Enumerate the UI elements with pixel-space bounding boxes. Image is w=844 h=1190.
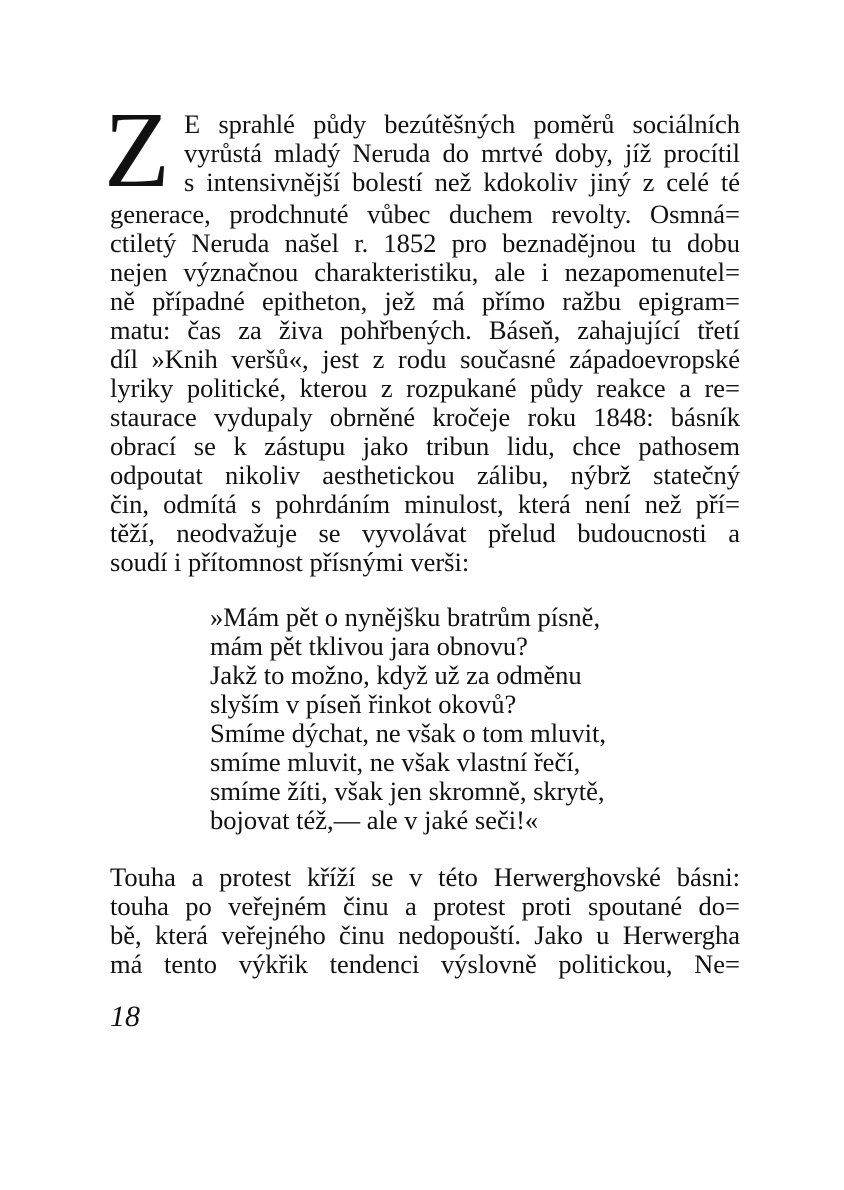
paragraph-1-line: čin, odmítá s pohrdáním minulost, která není než pří= xyxy=(110,489,740,519)
verse-line: Jakž to možno, když už za odměnu xyxy=(210,660,582,690)
drop-cap-initial xyxy=(104,104,180,194)
paragraph-1-line: generace, prodchnuté vůbec duchem revolty. Osmná= xyxy=(110,199,740,229)
verse-line: mám pět tklivou jara obnovu? xyxy=(210,631,528,661)
paragraph-1-line: obrací se k zástupu jako tribun lidu, chce pathosem xyxy=(110,431,740,461)
drop-cap-z-glyph xyxy=(104,104,180,194)
paragraph-1-line: ctiletý Neruda našel r. 1852 pro beznadějnou tu dobu xyxy=(110,228,740,258)
verse-line: bojovat též,— ale v jaké seči!« xyxy=(210,805,539,835)
paragraph-1-line: matu: čas za živa pohřbených. Báseň, zahajující třetí xyxy=(110,315,740,345)
paragraph-1-line: vyrůstá mladý Neruda do mrtvé doby, jíž procítil xyxy=(184,138,740,168)
paragraph-1-line: s intensivnější bolestí než kdokoliv jiný z celé té xyxy=(184,167,740,197)
paragraph-2-line: Touha a protest kříží se v této Herwerghovské básni: xyxy=(110,862,740,892)
paragraph-1-line: odpoutat nikoliv aesthetickou zálibu, nýbrž statečný xyxy=(110,460,740,490)
paragraph-1-line: ně případné epitheton, jež má přímo ražbu epigram= xyxy=(110,286,740,316)
verse-line: »Mám pět o nynějšku bratrům písně, xyxy=(210,602,601,632)
paragraph-2-line: má tento výkřik tendenci výslovně politickou, Ne= xyxy=(110,949,740,979)
verse-line: slyším v píseň řinkot okovů? xyxy=(210,689,517,719)
verse-line: smíme mluvit, ne však vlastní řečí, xyxy=(210,747,581,777)
paragraph-1-line: díl »Knih veršů«, jest z rodu současné západoevropské xyxy=(110,344,740,374)
page-number: 18 xyxy=(110,1000,140,1033)
paragraph-1-line: E sprahlé půdy bezútěšných poměrů sociálních xyxy=(184,109,740,139)
paragraph-1-line: lyriky politické, kterou z rozpukané půdy reakce a re= xyxy=(110,373,740,403)
drop-cap-letter: Z xyxy=(104,104,170,194)
verse-line: smíme žíti, však jen skromně, skrytě, xyxy=(210,776,605,806)
paragraph-1-line: nejen význačnou charakteristiku, ale i nezapomenutel= xyxy=(110,257,740,287)
paragraph-1-line: staurace vydupaly obrněné kročeje roku 1848: básník xyxy=(110,402,740,432)
verse-line: Smíme dýchat, ne však o tom mluvit, xyxy=(210,718,606,748)
paragraph-2-line: touha po veřejném činu a protest proti spoutané do= xyxy=(110,891,740,921)
paragraph-1-line: těží, neodvažuje se vyvolávat přelud budoucnosti a xyxy=(110,518,740,548)
paragraph-2-line: bě, která veřejného činu nedopouští. Jako u Herwergha xyxy=(110,920,740,950)
paragraph-1-line: soudí i přítomnost přísnými verši: xyxy=(110,547,470,577)
